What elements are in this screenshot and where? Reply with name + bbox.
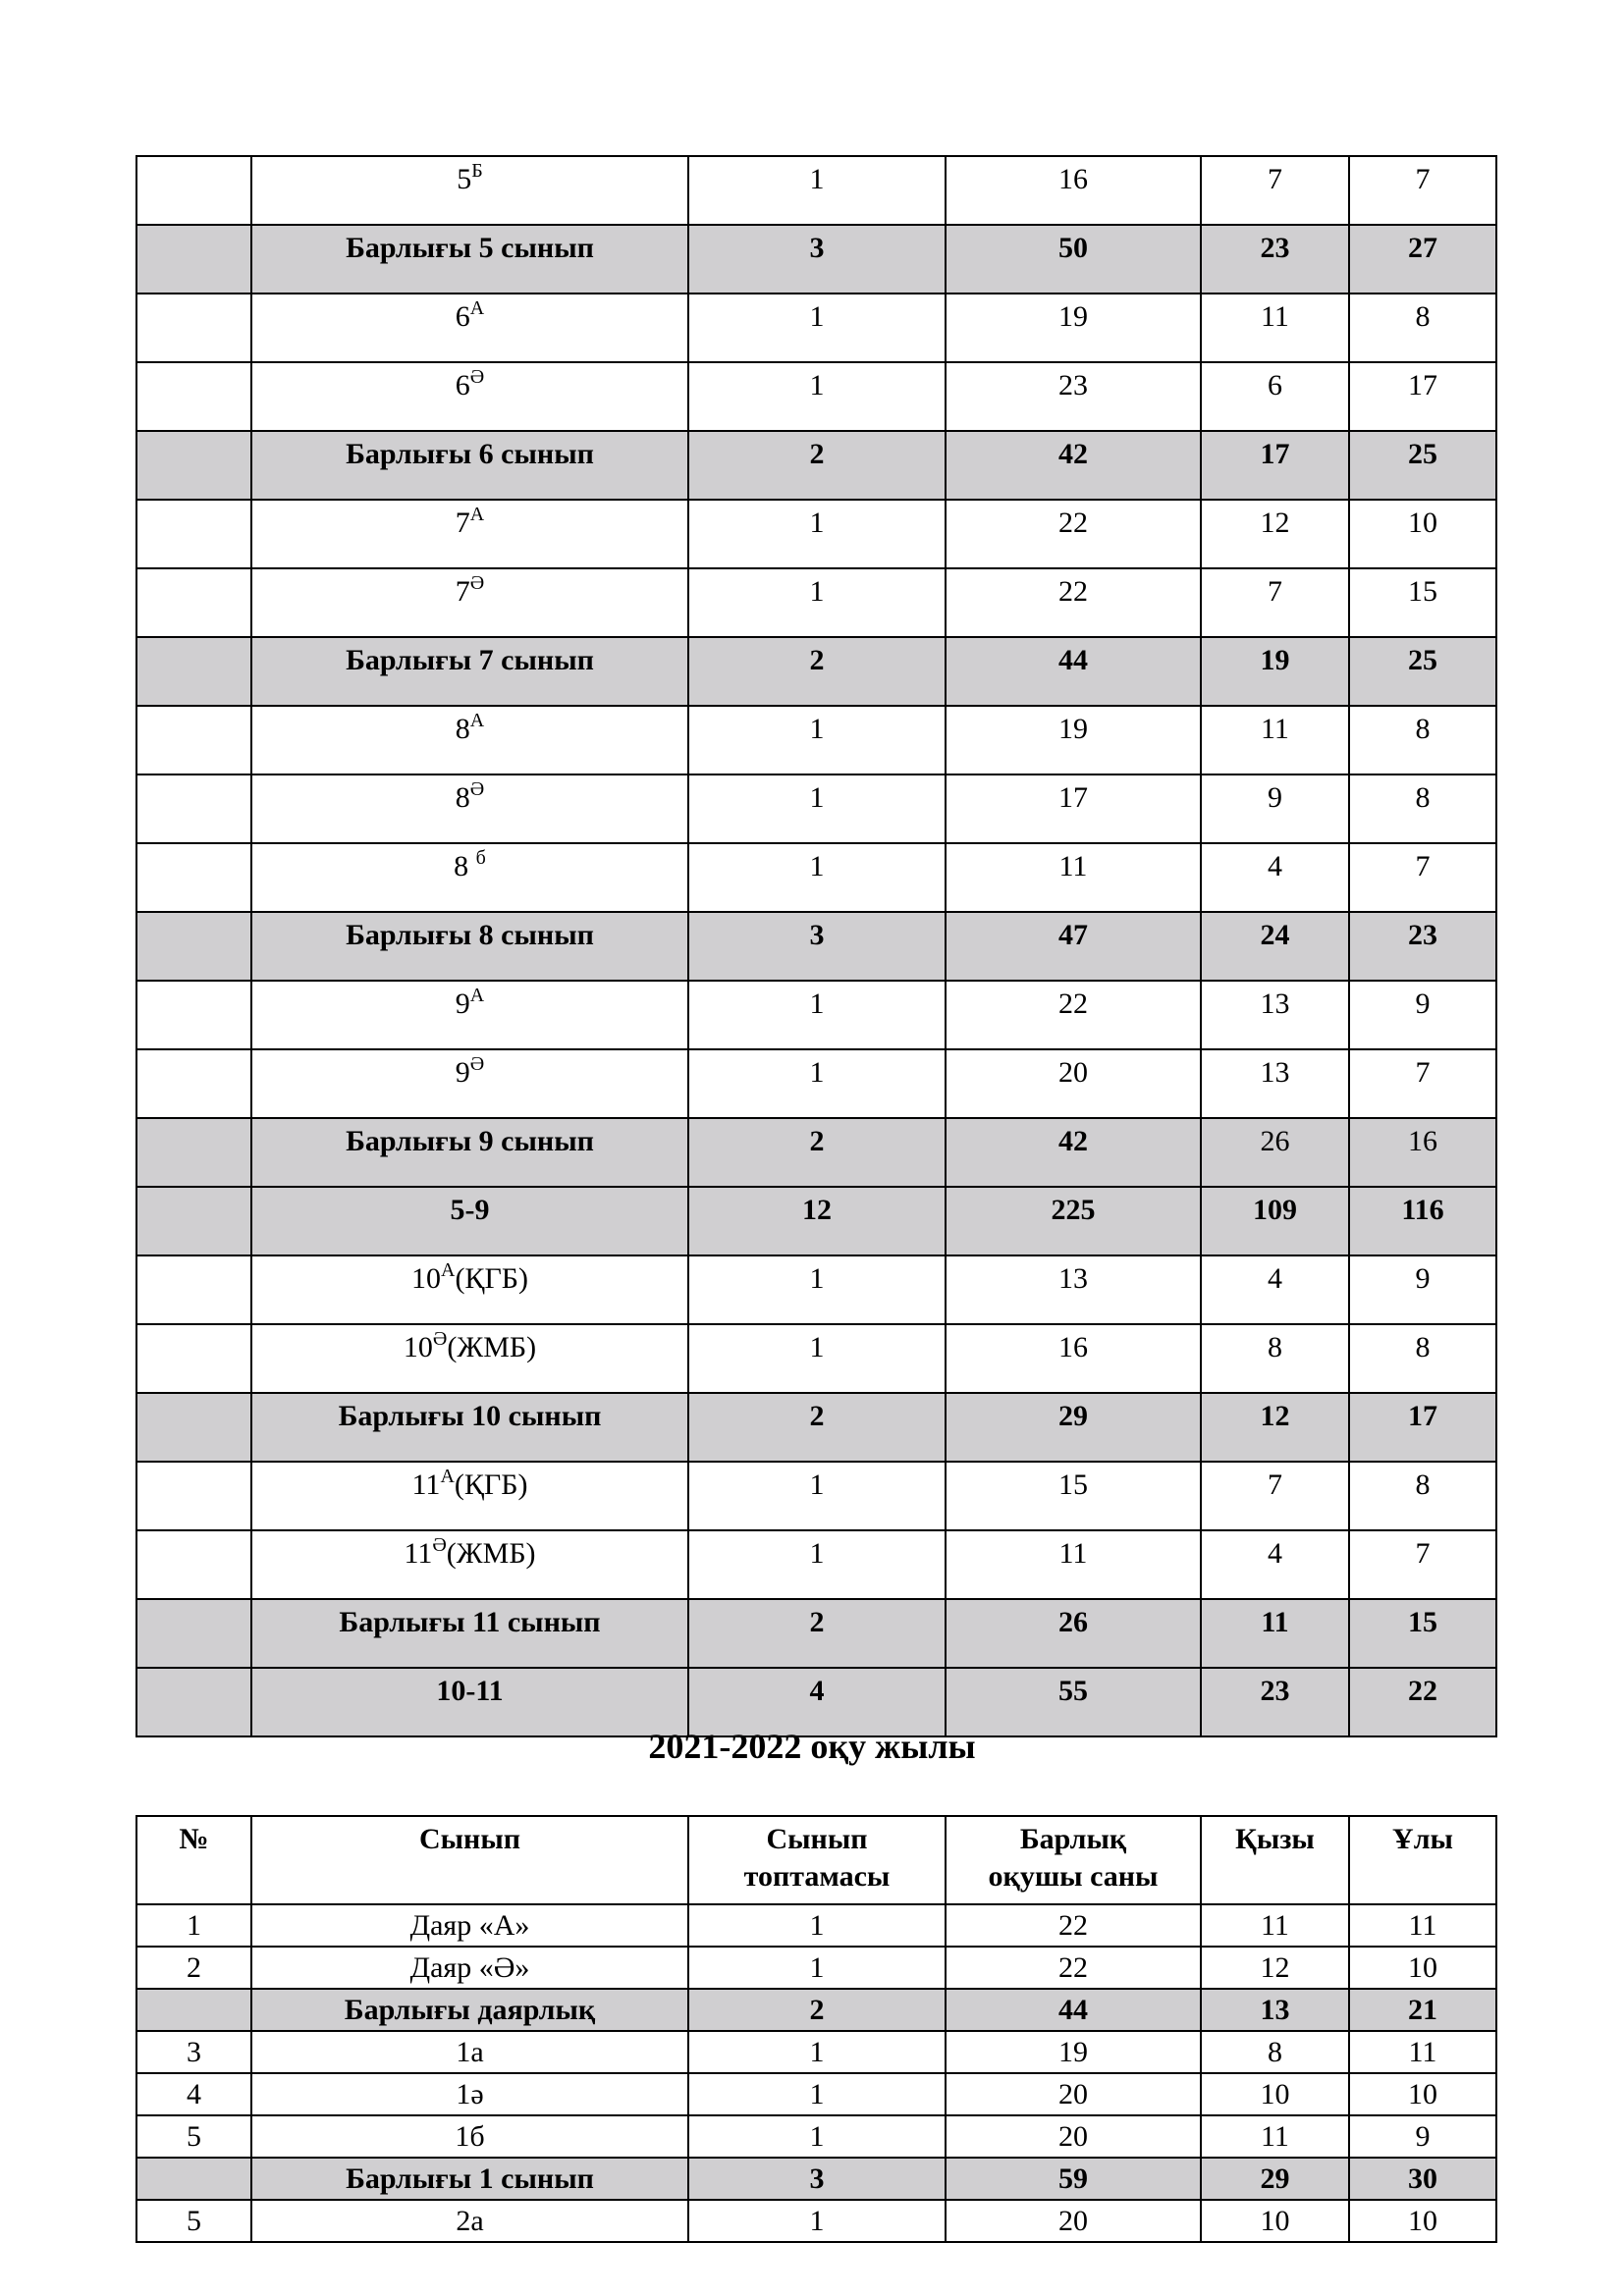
cell-girls: 11	[1201, 1904, 1349, 1947]
cell-groups: 3	[688, 912, 946, 981]
class-name: 1б	[455, 2119, 485, 2153]
class-letter: Ә	[432, 1328, 448, 1350]
total-row	[136, 1393, 1496, 1462]
table-row	[136, 1462, 1496, 1530]
enrollment-table-2021-2022	[135, 1815, 1497, 2243]
cell-num	[136, 637, 251, 706]
class-name: 8	[455, 781, 470, 814]
cell-num: 5	[136, 2200, 251, 2242]
cell-num	[136, 843, 251, 912]
cell-total: 29	[946, 1393, 1201, 1462]
cell-total: 13	[946, 1255, 1201, 1324]
cell-num: 1	[136, 1904, 251, 1947]
class-name: 10	[403, 1331, 433, 1363]
class-letter: А	[440, 1259, 456, 1281]
cell-girls: 13	[1201, 1989, 1349, 2031]
header-girls: Қызы	[1201, 1816, 1349, 1904]
cell-total: 44	[946, 637, 1201, 706]
cell-class	[251, 1324, 688, 1393]
cell-girls: 9	[1201, 774, 1349, 843]
cell-num	[136, 981, 251, 1049]
cell-groups: 12	[688, 1187, 946, 1255]
cell-num	[136, 431, 251, 500]
table-row	[136, 1255, 1496, 1324]
class-profile: (ҚГБ)	[454, 1468, 528, 1501]
cell-class	[251, 431, 688, 500]
cell-groups: 1	[688, 156, 946, 225]
total-row	[136, 1599, 1496, 1668]
class-letter: А	[469, 710, 485, 731]
cell-girls: 12	[1201, 500, 1349, 568]
class-letter: Ә	[469, 1053, 485, 1075]
table-row	[136, 843, 1496, 912]
cell-total: 225	[946, 1187, 1201, 1255]
cell-class	[251, 1947, 688, 1989]
table-row	[136, 706, 1496, 774]
table-body	[136, 1816, 1496, 2242]
class-name: 1а	[456, 2035, 484, 2068]
class-letter: А	[469, 985, 485, 1006]
cell-girls: 7	[1201, 1462, 1349, 1530]
cell-class	[251, 1255, 688, 1324]
cell-total: 22	[946, 500, 1201, 568]
cell-class	[251, 1904, 688, 1947]
cell-boys: 17	[1349, 1393, 1496, 1462]
cell-girls: 8	[1201, 2031, 1349, 2073]
class-name: 1ә	[456, 2077, 484, 2110]
cell-girls: 17	[1201, 431, 1349, 500]
class-letter: б	[475, 847, 486, 869]
cell-boys: 11	[1349, 2031, 1496, 2073]
table-row	[136, 2073, 1496, 2115]
class-letter: Ә	[469, 366, 485, 388]
cell-total: 42	[946, 431, 1201, 500]
cell-total: 20	[946, 2200, 1201, 2242]
table-row	[136, 1947, 1496, 1989]
cell-num	[136, 156, 251, 225]
cell-boys: 9	[1349, 981, 1496, 1049]
cell-class	[251, 706, 688, 774]
class-name: 7	[455, 575, 470, 608]
cell-boys: 9	[1349, 1255, 1496, 1324]
cell-num	[136, 1462, 251, 1530]
cell-boys: 8	[1349, 1462, 1496, 1530]
cell-class	[251, 1989, 688, 2031]
cell-boys: 8	[1349, 774, 1496, 843]
cell-total: 16	[946, 156, 1201, 225]
cell-boys: 27	[1349, 225, 1496, 294]
cell-total: 19	[946, 294, 1201, 362]
cell-num	[136, 912, 251, 981]
class-name: Барлығы 1 сынып	[346, 2162, 594, 2195]
cell-girls: 8	[1201, 1324, 1349, 1393]
cell-num: 5	[136, 2115, 251, 2158]
class-name: Барлығы 5 сынып	[346, 232, 594, 264]
class-name: Барлығы 11 сынып	[339, 1606, 601, 1638]
class-name: 9	[455, 988, 470, 1020]
cell-boys: 116	[1349, 1187, 1496, 1255]
cell-groups: 3	[688, 2158, 946, 2200]
class-letter: Ә	[432, 1534, 447, 1556]
cell-girls: 23	[1201, 225, 1349, 294]
class-profile: (ЖМБ)	[446, 1537, 536, 1570]
table-row	[136, 294, 1496, 362]
class-name: Барлығы 8 сынып	[346, 919, 594, 951]
cell-boys: 8	[1349, 294, 1496, 362]
cell-total: 19	[946, 706, 1201, 774]
header-class: Сынып	[251, 1816, 688, 1904]
class-letter: Ә	[469, 572, 485, 594]
cell-num	[136, 500, 251, 568]
cell-groups: 1	[688, 2031, 946, 2073]
cell-groups: 2	[688, 1599, 946, 1668]
cell-total: 55	[946, 1668, 1201, 1736]
cell-class	[251, 774, 688, 843]
cell-boys: 10	[1349, 2200, 1496, 2242]
cell-girls: 12	[1201, 1393, 1349, 1462]
cell-groups: 1	[688, 981, 946, 1049]
cell-boys: 7	[1349, 1530, 1496, 1599]
class-name: 11	[404, 1537, 433, 1570]
cell-groups: 1	[688, 1462, 946, 1530]
cell-total: 17	[946, 774, 1201, 843]
cell-total: 26	[946, 1599, 1201, 1668]
cell-girls: 10	[1201, 2073, 1349, 2115]
table-row	[136, 2200, 1496, 2242]
cell-groups: 4	[688, 1668, 946, 1736]
table-row	[136, 1904, 1496, 1947]
cell-num	[136, 1118, 251, 1187]
class-profile: (ЖМБ)	[447, 1331, 537, 1363]
cell-class	[251, 2158, 688, 2200]
cell-num	[136, 1324, 251, 1393]
class-name: Барлығы 6 сынып	[346, 438, 594, 470]
cell-groups: 1	[688, 774, 946, 843]
header-groups	[688, 1816, 946, 1904]
cell-groups: 1	[688, 1904, 946, 1947]
cell-groups: 1	[688, 1049, 946, 1118]
cell-num	[136, 1530, 251, 1599]
cell-total: 11	[946, 843, 1201, 912]
cell-num: 2	[136, 1947, 251, 1989]
class-name: 8	[455, 713, 470, 745]
class-letter: А	[440, 1466, 455, 1487]
cell-groups: 1	[688, 1255, 946, 1324]
class-name: 6	[455, 300, 470, 333]
cell-boys: 25	[1349, 637, 1496, 706]
header-total-line2: оқушы саны	[988, 1860, 1159, 1893]
class-name: Барлығы 10 сынып	[338, 1400, 602, 1432]
cell-groups: 1	[688, 2073, 946, 2115]
cell-total: 22	[946, 1947, 1201, 1989]
cell-total: 22	[946, 568, 1201, 637]
table-row	[136, 2031, 1496, 2073]
class-profile: (ҚГБ)	[455, 1262, 528, 1295]
cell-class	[251, 2073, 688, 2115]
cell-girls: 11	[1201, 294, 1349, 362]
cell-girls: 13	[1201, 1049, 1349, 1118]
cell-class	[251, 568, 688, 637]
cell-class	[251, 981, 688, 1049]
class-letter: Ә	[469, 778, 485, 800]
cell-boys: 17	[1349, 362, 1496, 431]
class-name: 6	[455, 369, 470, 401]
class-name: Даяр «А»	[409, 1908, 530, 1942]
cell-boys: 15	[1349, 568, 1496, 637]
cell-boys: 30	[1349, 2158, 1496, 2200]
cell-total: 20	[946, 2115, 1201, 2158]
cell-groups: 1	[688, 706, 946, 774]
cell-total: 50	[946, 225, 1201, 294]
cell-total: 11	[946, 1530, 1201, 1599]
cell-groups: 1	[688, 500, 946, 568]
class-letter: А	[469, 504, 485, 525]
table-row	[136, 500, 1496, 568]
cell-total: 59	[946, 2158, 1201, 2200]
cell-class	[251, 1118, 688, 1187]
table-row	[136, 774, 1496, 843]
cell-class	[251, 2031, 688, 2073]
cell-num	[136, 294, 251, 362]
cell-groups: 1	[688, 294, 946, 362]
cell-class	[251, 843, 688, 912]
class-name: Даяр «Ә»	[409, 1950, 530, 1984]
cell-girls: 11	[1201, 1599, 1349, 1668]
cell-total: 44	[946, 1989, 1201, 2031]
cell-boys: 23	[1349, 912, 1496, 981]
cell-total: 16	[946, 1324, 1201, 1393]
cell-groups: 2	[688, 1989, 946, 2031]
cell-class	[251, 1049, 688, 1118]
header-row	[136, 1816, 1496, 1904]
header-groups-line2: топтамасы	[743, 1860, 891, 1893]
total-row	[136, 912, 1496, 981]
header-boys: Ұлы	[1349, 1816, 1496, 1904]
cell-class	[251, 1462, 688, 1530]
header-num: №	[136, 1816, 251, 1904]
class-name: 8	[454, 850, 476, 882]
cell-girls: 7	[1201, 568, 1349, 637]
cell-class	[251, 362, 688, 431]
table-row	[136, 1324, 1496, 1393]
cell-groups: 2	[688, 431, 946, 500]
cell-num	[136, 2158, 251, 2200]
cell-class	[251, 912, 688, 981]
cell-girls: 109	[1201, 1187, 1349, 1255]
cell-class	[251, 294, 688, 362]
cell-total: 19	[946, 2031, 1201, 2073]
cell-girls: 4	[1201, 1530, 1349, 1599]
cell-boys: 21	[1349, 1989, 1496, 2031]
table-row	[136, 568, 1496, 637]
cell-groups: 3	[688, 225, 946, 294]
cell-total: 20	[946, 2073, 1201, 2115]
cell-groups: 1	[688, 568, 946, 637]
cell-num	[136, 1187, 251, 1255]
cell-girls: 29	[1201, 2158, 1349, 2200]
cell-num	[136, 1393, 251, 1462]
cell-total: 22	[946, 1904, 1201, 1947]
total-row	[136, 431, 1496, 500]
table-row	[136, 156, 1496, 225]
cell-groups: 1	[688, 843, 946, 912]
cell-boys: 16	[1349, 1118, 1496, 1187]
cell-groups: 1	[688, 1947, 946, 1989]
cell-num: 3	[136, 2031, 251, 2073]
cell-total: 23	[946, 362, 1201, 431]
cell-girls: 13	[1201, 981, 1349, 1049]
table-row	[136, 362, 1496, 431]
table-row	[136, 981, 1496, 1049]
class-name: 11	[411, 1468, 441, 1501]
cell-girls: 7	[1201, 156, 1349, 225]
cell-girls: 12	[1201, 1947, 1349, 1989]
cell-groups: 2	[688, 1118, 946, 1187]
cell-boys: 25	[1349, 431, 1496, 500]
class-letter: Б	[471, 160, 483, 182]
cell-num	[136, 1989, 251, 2031]
cell-boys: 8	[1349, 706, 1496, 774]
class-name: 10	[410, 1262, 441, 1295]
cell-girls: 26	[1201, 1118, 1349, 1187]
total-row	[136, 637, 1496, 706]
header-total	[946, 1816, 1201, 1904]
cell-girls: 10	[1201, 2200, 1349, 2242]
cell-total: 22	[946, 981, 1201, 1049]
cell-num	[136, 1599, 251, 1668]
header-groups-line1: Сынып	[766, 1823, 868, 1855]
cell-num	[136, 1049, 251, 1118]
class-letter: А	[469, 297, 485, 319]
total-row	[136, 1118, 1496, 1187]
table-row	[136, 1530, 1496, 1599]
cell-class	[251, 1393, 688, 1462]
cell-class	[251, 1530, 688, 1599]
total-row	[136, 1989, 1496, 2031]
cell-boys: 22	[1349, 1668, 1496, 1736]
cell-groups: 1	[688, 2115, 946, 2158]
cell-num	[136, 225, 251, 294]
cell-class	[251, 1187, 688, 1255]
cell-class	[251, 2115, 688, 2158]
cell-total: 15	[946, 1462, 1201, 1530]
cell-total: 47	[946, 912, 1201, 981]
cell-class	[251, 637, 688, 706]
cell-girls: 4	[1201, 1255, 1349, 1324]
cell-num	[136, 362, 251, 431]
header-total-line1: Барлық	[1019, 1823, 1127, 1855]
cell-class	[251, 225, 688, 294]
cell-boys: 9	[1349, 2115, 1496, 2158]
cell-boys: 7	[1349, 843, 1496, 912]
cell-girls: 24	[1201, 912, 1349, 981]
cell-num	[136, 1255, 251, 1324]
class-name: 2а	[456, 2204, 484, 2237]
class-name: 7	[455, 507, 470, 539]
cell-girls: 4	[1201, 843, 1349, 912]
cell-total: 20	[946, 1049, 1201, 1118]
cell-girls: 6	[1201, 362, 1349, 431]
table-row	[136, 2115, 1496, 2158]
cell-boys: 8	[1349, 1324, 1496, 1393]
table-body	[136, 156, 1496, 1736]
cell-class	[251, 156, 688, 225]
class-name: Барлығы 9 сынып	[346, 1125, 594, 1157]
class-name: 5	[457, 163, 472, 195]
total-row	[136, 2158, 1496, 2200]
cell-girls: 11	[1201, 2115, 1349, 2158]
cell-girls: 23	[1201, 1668, 1349, 1736]
cell-num	[136, 774, 251, 843]
cell-num	[136, 706, 251, 774]
cell-groups: 1	[688, 1324, 946, 1393]
cell-total: 42	[946, 1118, 1201, 1187]
cell-num: 4	[136, 2073, 251, 2115]
cell-class	[251, 500, 688, 568]
cell-boys: 11	[1349, 1904, 1496, 1947]
cell-girls: 11	[1201, 706, 1349, 774]
class-name: Барлығы даярлық	[344, 1993, 596, 2026]
enrollment-table-continued	[135, 155, 1497, 1737]
cell-boys: 15	[1349, 1599, 1496, 1668]
total-row	[136, 1187, 1496, 1255]
cell-class	[251, 2200, 688, 2242]
class-name: 9	[455, 1056, 470, 1089]
class-name: 5-9	[450, 1194, 490, 1226]
cell-num	[136, 568, 251, 637]
cell-boys: 7	[1349, 156, 1496, 225]
section-heading: 2021-2022 оқу жылы	[648, 1727, 976, 1766]
cell-girls: 19	[1201, 637, 1349, 706]
cell-boys: 10	[1349, 2073, 1496, 2115]
cell-groups: 2	[688, 637, 946, 706]
total-row	[136, 225, 1496, 294]
cell-boys: 10	[1349, 1947, 1496, 1989]
cell-class	[251, 1599, 688, 1668]
cell-groups: 2	[688, 1393, 946, 1462]
cell-groups: 1	[688, 2200, 946, 2242]
class-name: 10-11	[436, 1675, 504, 1707]
table-row	[136, 1049, 1496, 1118]
cell-groups: 1	[688, 1530, 946, 1599]
cell-boys: 7	[1349, 1049, 1496, 1118]
cell-groups: 1	[688, 362, 946, 431]
class-name: Барлығы 7 сынып	[346, 644, 594, 676]
cell-boys: 10	[1349, 500, 1496, 568]
